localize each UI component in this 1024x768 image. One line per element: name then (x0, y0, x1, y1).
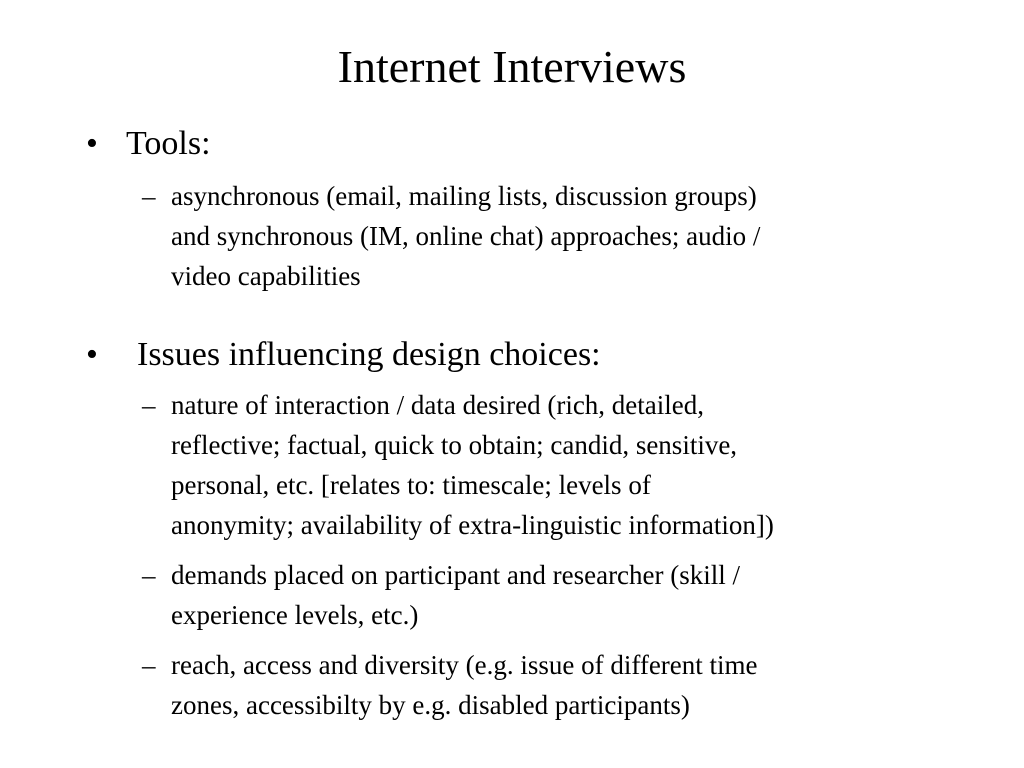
bullet-label-issues: Issues influencing design choices: (137, 336, 601, 373)
sub-item-text (171, 555, 951, 635)
sub-item-reach-access (0, 645, 1024, 725)
sub-item-text (171, 176, 951, 296)
bullet-section-tools (0, 124, 1024, 296)
sub-item-line: nature of interaction / data desired (rich, detailed, (171, 390, 705, 420)
sub-item-line: asynchronous (email, mailing lists, discussion groups) (171, 181, 757, 211)
sub-item-demands (0, 555, 1024, 635)
sub-dash: – (142, 560, 156, 590)
sub-item-line: zones, accessibilty by e.g. disabled participants) (171, 690, 690, 720)
sub-item-tools-approaches (0, 176, 1024, 296)
bullet-mark: • (86, 125, 98, 162)
sub-item-line: demands placed on participant and researcher (skill / (171, 560, 741, 590)
sub-dash: – (142, 650, 156, 680)
bullet-issues (0, 335, 1024, 375)
sub-item-nature-of-interaction (0, 385, 1024, 545)
sub-item-line: and synchronous (IM, online chat) approaches; audio / (171, 221, 761, 251)
bullet-tools (0, 124, 1024, 164)
sub-item-text (171, 645, 951, 725)
sub-item-line: personal, etc. [relates to: timescale; levels of (171, 470, 651, 500)
sub-item-line: anonymity; availability of extra-linguistic information]) (171, 510, 774, 540)
sub-dash: – (142, 390, 156, 420)
bullet-section-issues (0, 335, 1024, 725)
sub-item-line: experience levels, etc.) (171, 600, 419, 630)
sub-item-text (171, 385, 951, 545)
sub-item-line: video capabilities (171, 261, 361, 291)
sub-item-line: reach, access and diversity (e.g. issue of different time (171, 650, 758, 680)
bullet-mark: • (86, 336, 98, 373)
sub-item-line: reflective; factual, quick to obtain; candid, sensitive, (171, 430, 738, 460)
slide-title: Internet Interviews (337, 41, 687, 92)
bullet-label-tools: Tools: (126, 125, 211, 162)
sub-dash: – (142, 181, 156, 211)
